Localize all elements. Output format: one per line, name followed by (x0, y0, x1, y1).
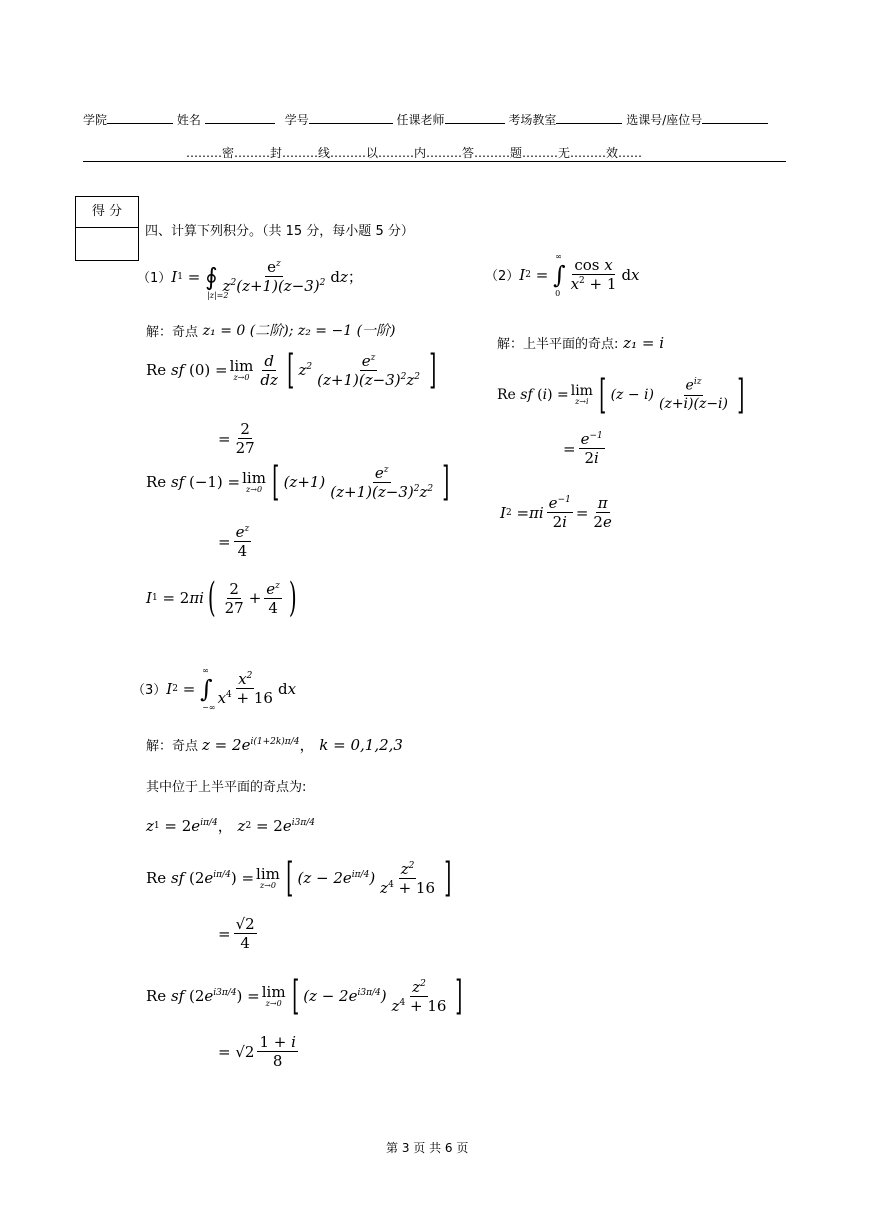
p2-integral: （2） I 2 = ∫ ∞ 0 $\frac{\text{cos x}}{x^2 + 1}$ dx (485, 251, 640, 298)
p1-final: I 1 = 2 πi ( $\frac{2}{27}$ + $\frac{e^z}{4}$ ) (146, 575, 297, 621)
p3-residue-1: Re sf $(2e^{i\pi/4})$ = lim z→0 [ $(z - 2e^{i\pi/4})$ $\frac{z^2}{z^4 + 16}$ ] (146, 855, 452, 901)
header-fields (83, 111, 773, 128)
field-name: 姓名 (176, 113, 201, 127)
p1-integral: （1） I 1 = ∮ |z|=2 $\frac{e^z}{z^2(z+1)(z-3)^2}$ dz； (137, 258, 363, 300)
p1-residue-0-result: = $\frac{2}{27}$ (218, 420, 255, 457)
p1-sol-label: 解：奇点 (146, 324, 199, 340)
field-room: 考场教室 (508, 113, 557, 127)
field-college: 学院 (83, 113, 108, 127)
p2-number: （2） (485, 269, 520, 284)
p3-k-values: k = 0,1,2,3 (319, 735, 403, 754)
p3-upper-poles: z 1 = 2 $e^{i\pi/4}$ ， z 2 = 2 $e^{i3\pi/4}$ (146, 816, 315, 835)
score-label: 得 分 (76, 197, 138, 228)
p2-sol-label: 解：上半平面的奇点: (497, 337, 619, 352)
field-seat: 选课号/座位号 (626, 113, 703, 127)
p2-residue-result: = $\frac{e^{-1}}{2i}$ (563, 430, 603, 467)
p1-number: （1） (137, 271, 172, 286)
score-box (75, 196, 139, 261)
p3-sol-label: 解：奇点 (146, 739, 199, 754)
seal-line-text: ………密………封………线………以………内………答………题………无………效…… (186, 146, 643, 160)
p3-number: （3） (132, 683, 167, 698)
p1-residue-0: Re sf (0) = lim z→0 $\frac{d}{dz}$ [ $z^2$ $\frac{e^z}{(z+1)(z-3)^2z^2}$ ] (146, 347, 437, 393)
p3-upper-label: 其中位于上半平面的奇点为: (146, 780, 307, 795)
p2-residue: Re sf (i) = lim z→i [ (z − i) $\frac{e^{iz}}{(z+i)(z-i)}$ ] (497, 372, 745, 418)
p1-poles: z₁ = 0 (二阶); z₂ = −1 (一阶) (202, 323, 396, 339)
p3-residue-1-result: = $\frac{√2}{4}$ (218, 915, 255, 952)
field-student-id: 学号 (284, 113, 309, 127)
page-number: 第 3 页 共 6 页 (386, 1141, 469, 1155)
p2-final: I 2 = πi $\frac{e^{-1}}{2i}$ = $\frac{\pi}{2e}$ (500, 494, 612, 531)
p3-integral: （3） I 2 = ∫ ∞ −∞ $\frac{x^2}{x^4 + 16}$ dx (132, 665, 297, 712)
p1-residue-m1: Re sf (−1) = lim z→0 [ (z+1) $\frac{e^z}{(z+1)(z-3)^2z^2}$ ] (146, 459, 450, 505)
section-title: 四、计算下列积分。（共 15 分，每小题 5 分） (145, 224, 414, 239)
p3-residue-2: Re sf $(2e^{i3\pi/4})$ = lim z→0 [ $(z - 2e^{i3\pi/4})$ $\frac{z^2}{z^4 + 16}$ ] (146, 973, 463, 1019)
seal-line (83, 161, 786, 162)
p2-pole: z₁ = i (623, 333, 664, 352)
p2-solution (497, 333, 664, 352)
p3-residue-2-result: = √2 $\frac{1 + i}{8}$ (218, 1033, 296, 1070)
field-teacher: 任课老师 (396, 113, 445, 127)
p1-residue-m1-result: = $\frac{e^z}{4}$ (218, 523, 250, 560)
p3-solution-poles: 解：奇点 $z = 2e^{i(1+2k)\pi/4}$ ， k = 0,1,2,3 (146, 735, 403, 754)
p1-solution-poles (146, 320, 396, 340)
